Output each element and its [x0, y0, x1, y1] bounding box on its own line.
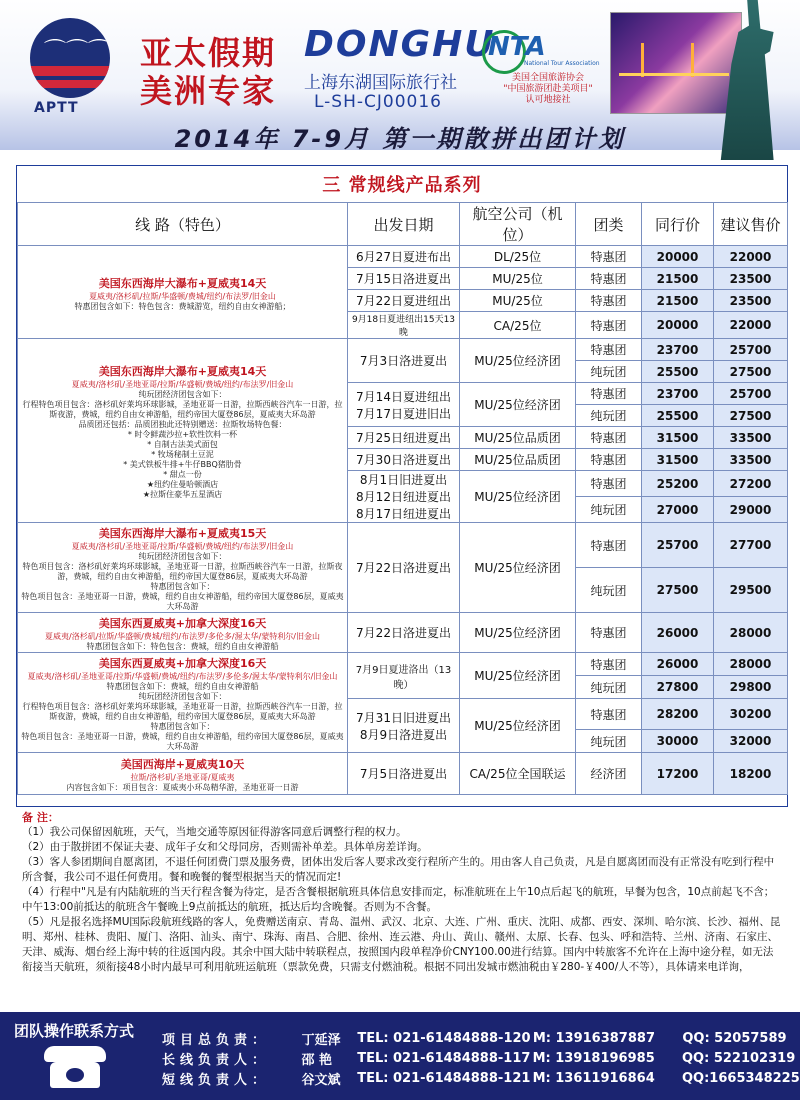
route-title: 美国东西夏威夷+加拿大深度16天 — [98, 617, 267, 630]
notes-title: 备 注： — [22, 811, 59, 824]
nta-line-1: 美国全国旅游协会 — [511, 73, 584, 83]
date-line: 8月9日洛进夏出 — [359, 727, 448, 742]
golden-gate-bridge-photo — [610, 12, 742, 114]
peer-price: 30000 — [642, 730, 714, 753]
airline: CA/25位全国联运 — [460, 753, 576, 795]
contact-tel: TEL: 021-61484888-117 — [357, 1050, 531, 1066]
route-cell — [18, 613, 348, 653]
tour-type: 经济团 — [576, 753, 642, 795]
peer-price: 25500 — [642, 361, 714, 383]
note-item: （2）由于散拼团不保证夫妻、成年子女和父母同房，否则需补单差。具体单房差详询。 — [22, 841, 428, 853]
route-cell — [18, 246, 348, 339]
peer-price: 26000 — [642, 613, 714, 653]
date-line: 7月14日夏进纽出 — [356, 389, 451, 404]
footer — [0, 1012, 800, 1100]
tour-type: 纯玩团 — [576, 361, 642, 383]
peer-price: 25200 — [642, 471, 714, 497]
tour-type: 特惠团 — [576, 523, 642, 568]
departure-date — [348, 383, 460, 427]
footer-label: 团队操作联系方式 — [14, 1022, 135, 1040]
retail-price: 22000 — [714, 312, 788, 339]
aptt-logo-text: APTT — [34, 100, 79, 116]
notes — [22, 810, 782, 975]
table-row — [18, 339, 788, 361]
retail-price: 25700 — [714, 383, 788, 405]
banner — [0, 116, 800, 156]
route-title: 美国东西海岸大瀑布+夏威夷14天 — [98, 276, 267, 290]
license-number: L-SH-CJ00016 — [314, 92, 442, 112]
contact-qq: QQ:1665348225 — [682, 1070, 800, 1086]
contact-list — [162, 1028, 800, 1088]
date-line: 7月31日旧进夏出 — [356, 710, 451, 725]
airline: DL/25位 — [460, 246, 576, 268]
airline: MU/25位经济团 — [460, 383, 576, 427]
departure-date — [348, 653, 460, 699]
date-line: 8月17日纽进夏出 — [356, 507, 451, 521]
route-details: 特惠团包含如下：特色包含：费城，纽约自由女神游船 — [86, 642, 279, 651]
logo-wave — [30, 66, 110, 76]
note-item: （1）我公司保留因航班，天气，当地交通等原因征得游客同意后调整行程的权力。 — [22, 826, 407, 838]
airline: CA/25位 — [460, 312, 576, 339]
airline: MU/25位品质团 — [460, 427, 576, 449]
peer-price: 23700 — [642, 339, 714, 361]
airline: MU/25位经济团 — [460, 699, 576, 753]
tour-type: 特惠团 — [576, 471, 642, 497]
peer-price: 27000 — [642, 497, 714, 523]
tour-type: 特惠团 — [576, 268, 642, 290]
contact-mobile: M: 13611916864 — [532, 1070, 655, 1086]
tour-type: 纯玩团 — [576, 730, 642, 753]
retail-price: 23500 — [714, 290, 788, 312]
route-cities: 夏威夷/洛杉矶/圣地亚哥/拉斯/华盛顿/费城/纽约/布法罗/旧金山 — [71, 542, 294, 551]
contact-name: 丁延泽 — [301, 1032, 341, 1048]
departure-date: 7月15日洛进夏出 — [348, 268, 460, 290]
route-cities: 夏威夷/洛杉矶/圣地亚哥/拉斯/华盛顿/费城/纽约/布法罗/旧金山 — [71, 380, 294, 389]
tour-type: 特惠团 — [576, 699, 642, 730]
tour-type: 纯玩团 — [576, 568, 642, 613]
route-cell — [18, 753, 348, 795]
retail-price: 22000 — [714, 246, 788, 268]
table-row — [18, 246, 788, 268]
col-header-route: 线 路（特色） — [18, 203, 348, 246]
col-header-retail-price: 建议售价 — [714, 203, 788, 246]
brand-line-1: 亚太假期 — [140, 34, 277, 72]
route-details: 内容包含如下：项目包含：夏威夷小环岛精华游，圣地亚哥一日游 — [66, 783, 299, 792]
tour-type: 特惠团 — [576, 312, 642, 339]
agency-name: 上海东湖国际旅行社 — [304, 73, 457, 93]
peer-price: 21500 — [642, 290, 714, 312]
donghu-logo: DONGHU — [304, 24, 496, 65]
route-details: 特惠团包含如下：特色包含：费城游览，纽约自由女神游船； — [74, 301, 291, 311]
retail-price: 18200 — [714, 753, 788, 795]
peer-price: 17200 — [642, 753, 714, 795]
departure-date: 6月27日夏进布出 — [348, 246, 460, 268]
departure-date — [348, 339, 460, 383]
tour-type: 特惠团 — [576, 653, 642, 676]
tour-type: 特惠团 — [576, 383, 642, 405]
table-row — [18, 753, 788, 795]
departure-date: 7月22日夏进纽出 — [348, 290, 460, 312]
banner-title: 2014年 7-9月 第一期散拼出团计划 — [174, 124, 626, 153]
route-title: 美国东西海岸大瀑布+夏威夷15天 — [98, 527, 267, 540]
contact-name: 邵 艳 — [301, 1052, 332, 1068]
peer-price: 28200 — [642, 699, 714, 730]
contact-row — [162, 1048, 796, 1068]
departure-date — [348, 471, 460, 523]
route-details: 特惠团包含如下：费城，纽约自由女神游船 纯玩团经济团包含如下： 行程特色项目包含：洛杉矶好莱坞环球影城，圣地亚哥一日游，拉斯西峡谷汽车一日游，拉斯夜游，费城，纽约自由女神游船，纽约帝国大厦登86层，夏威夷大环岛游 特惠团包含如下： 特色项目包含：圣地亚哥一日游，费城，纽约自由女神游船，纽约帝国大厦登86层，夏威夷大环岛游 — [21, 682, 344, 751]
contact-mobile: M: 13916387887 — [532, 1030, 655, 1046]
retail-price: 33500 — [714, 449, 788, 471]
table-row — [18, 613, 788, 653]
retail-price: 29000 — [714, 497, 788, 523]
table-row — [18, 653, 788, 676]
airline: MU/25位经济团 — [460, 523, 576, 613]
peer-price: 27500 — [642, 568, 714, 613]
tour-type: 特惠团 — [576, 613, 642, 653]
tour-type: 特惠团 — [576, 449, 642, 471]
tour-type: 特惠团 — [576, 246, 642, 268]
date-line: 7月25日纽进夏出 — [356, 431, 451, 445]
route-details: 纯玩团经济团包含如下： 行程特色项目包含：洛杉矶好莱坞环球影城，圣地亚哥一日游，拉斯西峡谷汽车一日游，拉斯夜游，费城，纽约自由女神游船，纽约帝国大厦登86层，夏威夷大环岛游 品质团还包括：品质团独此还特别赠送：拉斯牧场特色餐： * 时令鲜蔬沙拉+软性饮料一杯 * 自制古法美式面包 * 牧场秘制土豆泥 * 美式铁板牛排+牛仔BBQ猪肋骨 * 甜点一份 ★纽约住曼哈顿酒店 ★拉斯住豪华五星酒店 — [22, 390, 343, 499]
nta-english: National Tour Association — [524, 60, 600, 67]
route-cities: 夏威夷/洛杉矶/拉斯/华盛顿/费城/纽约/布法罗/多伦多/渥太华/蒙特利尔/旧金山 — [45, 632, 320, 641]
route-cities: 夏威夷/洛杉矶/拉斯/华盛顿/费城/纽约/布法罗/旧金山 — [89, 291, 276, 301]
bridge-tower — [641, 43, 644, 77]
col-header-peer-price: 同行价 — [642, 203, 714, 246]
retail-price: 29800 — [714, 676, 788, 699]
tour-type: 特惠团 — [576, 427, 642, 449]
peer-price: 31500 — [642, 449, 714, 471]
contact-tel: TEL: 021-61484888-120 — [357, 1030, 531, 1046]
logo-wave — [30, 80, 110, 88]
nta-logo — [488, 32, 608, 105]
retail-price: 27500 — [714, 361, 788, 383]
contact-role: 项目总负责： — [162, 1032, 271, 1048]
peer-price: 27800 — [642, 676, 714, 699]
date-line: 7月30日洛进夏出 — [356, 453, 451, 467]
date-line: 7月9日夏进洛出（13晚） — [355, 664, 452, 691]
peer-price: 25700 — [642, 523, 714, 568]
retail-price: 27700 — [714, 523, 788, 568]
route-title: 美国西海岸+夏威夷10天 — [120, 758, 245, 771]
contact-mobile: M: 13918196985 — [532, 1050, 655, 1066]
seagull-icon: ⌒⌒⌒ — [44, 39, 110, 64]
airline: MU/25位 — [460, 290, 576, 312]
retail-price: 29500 — [714, 568, 788, 613]
departure-date — [348, 427, 460, 449]
contact-row — [162, 1028, 792, 1048]
tour-type: 纯玩团 — [576, 497, 642, 523]
airline: MU/25位经济团 — [460, 613, 576, 653]
tour-type: 纯玩团 — [576, 405, 642, 427]
col-header-date: 出发日期 — [348, 203, 460, 246]
airline: MU/25位经济团 — [460, 471, 576, 523]
telephone-icon — [44, 1044, 106, 1090]
airline: MU/25位经济团 — [460, 653, 576, 699]
contact-name: 谷文斌 — [301, 1072, 341, 1088]
contact-tel: TEL: 021-61484888-121 — [357, 1070, 531, 1086]
departure-date: 7月22日洛进夏出 — [348, 613, 460, 653]
peer-price: 26000 — [642, 653, 714, 676]
peer-price: 21500 — [642, 268, 714, 290]
contact-qq: QQ: 52057589 — [682, 1030, 787, 1046]
route-cell — [18, 653, 348, 753]
airline: MU/25位品质团 — [460, 449, 576, 471]
bridge-tower — [691, 43, 694, 77]
departure-date — [348, 699, 460, 753]
departure-date — [348, 449, 460, 471]
retail-price: 28000 — [714, 653, 788, 676]
retail-price: 32000 — [714, 730, 788, 753]
departure-date: 7月5日洛进夏出 — [348, 753, 460, 795]
date-line: 7月17日夏进旧出 — [356, 406, 451, 421]
peer-price: 20000 — [642, 246, 714, 268]
route-title: 美国东西海岸大瀑布+夏威夷14天 — [98, 365, 267, 378]
airline: MU/25位经济团 — [460, 339, 576, 383]
route-title: 美国东西夏威夷+加拿大深度16天 — [98, 657, 267, 670]
brand-line-2: 美洲专家 — [140, 72, 277, 110]
contact-role: 短线负责人： — [162, 1072, 271, 1088]
route-details: 纯玩团经济团包含如下： 特色项目包含：洛杉矶好莱坞环球影城，圣地亚哥一日游，拉斯西峡谷汽车一日游，拉斯夜游，费城，纽约自由女神游船，纽约帝国大厦登86层，夏威夷大环岛游 特惠团包含如下： 特色项目包含：圣地亚哥一日游，费城，纽约自由女神游船，纽约帝国大厦登86层，夏威夷大环岛游 — [21, 552, 344, 611]
retail-price: 27500 — [714, 405, 788, 427]
retail-price: 30200 — [714, 699, 788, 730]
contact-row — [162, 1068, 800, 1088]
table-row — [18, 523, 788, 568]
peer-price: 31500 — [642, 427, 714, 449]
col-header-airline: 航空公司（机位） — [460, 203, 576, 246]
retail-price: 23500 — [714, 268, 788, 290]
peer-price: 20000 — [642, 312, 714, 339]
retail-price: 27200 — [714, 471, 788, 497]
departure-date: 9月18日夏进纽出15天13晚 — [348, 312, 460, 339]
table-header-row — [18, 203, 788, 246]
airline: MU/25位 — [460, 268, 576, 290]
tour-type: 特惠团 — [576, 290, 642, 312]
nta-logo-text: NTA — [488, 32, 546, 62]
note-item: （4）行程中"凡是有内陆航班的当天行程含餐为待定，是否含餐根据航班具体信息安排而定，标准航班在上午10点后起飞的航班，早餐为包含，10点前起飞不含；中午13:00前抵达的航班含午餐晚上9点前抵达的航班，抵达后均含晚餐。否则为不含餐。 — [22, 886, 775, 913]
departure-date: 7月22日洛进夏出 — [348, 523, 460, 613]
note-item: （5）凡是报名选择MU国际段航班线路的客人，免费赠送南京、青岛、温州、武汉、北京、大连、广州、重庆、沈阳、成都、西安、深圳、哈尔滨、长沙、福州、昆明、郑州、桂林、贵阳、厦门、洛阳、汕头、南宁、珠海、南昌、合肥、徐州、连云港、舟山、黄山、赣州、太原、长春、包头、呼和浩特、兰州、济南、石家庄、天津、威海、烟台经上海中转的往返国内段。其余中国大陆中转联程点，按照国内段单程净价CNY100.00进行结算。国内中转旅客不允许在上海中途分程，如无法衔接当天航班，须衔接48小时内最早可利用航班运航班（票款免费，只需支付燃油税。根据不同出发城市燃油税由￥280-￥400/人不等），具体请来电详询， — [22, 916, 781, 973]
aptt-logo-icon — [30, 18, 110, 98]
contact-role: 长线负责人： — [162, 1052, 271, 1068]
contact-qq: QQ: 522102319 — [682, 1050, 796, 1066]
section-title: 三 常规线产品系列 — [322, 175, 482, 196]
nta-line-2: "中国旅游团赴美项目" — [503, 84, 593, 94]
tour-type: 特惠团 — [576, 339, 642, 361]
route-cell — [18, 523, 348, 613]
date-line: 8月1日旧进夏出 — [359, 473, 448, 487]
peer-price: 23700 — [642, 383, 714, 405]
retail-price: 28000 — [714, 613, 788, 653]
bridge-deck — [619, 73, 729, 76]
tour-type: 纯玩团 — [576, 676, 642, 699]
col-header-type: 团类 — [576, 203, 642, 246]
retail-price: 33500 — [714, 427, 788, 449]
retail-price: 25700 — [714, 339, 788, 361]
nta-line-3: 认可地接社 — [525, 95, 571, 105]
note-item: （3）客人参团期间自愿离团，不退任何团费门票及服务费，团体出发后客人要求改变行程所产生的。用由客人自己负责，凡是自愿离团而没有正常没有吃到行程中所含餐，我公司不退任何费用。餐和晚餐的餐型根据当天的情况而定! — [22, 856, 775, 883]
phone-handset — [44, 1046, 106, 1062]
peer-price: 25500 — [642, 405, 714, 427]
route-cities: 拉斯/洛杉矶/圣地亚哥/夏威夷 — [130, 773, 235, 782]
product-section — [16, 165, 788, 807]
route-cell — [18, 339, 348, 523]
phone-dial — [66, 1068, 84, 1082]
date-line: 8月12日纽进夏出 — [356, 490, 451, 504]
date-line: 7月3日洛进夏出 — [359, 354, 448, 368]
route-cities: 夏威夷/洛杉矶/圣地亚哥/拉斯/华盛顿/费城/纽约/布法罗/多伦多/渥太华/蒙特利尔/旧金山 — [27, 672, 338, 681]
tour-table — [17, 202, 788, 795]
